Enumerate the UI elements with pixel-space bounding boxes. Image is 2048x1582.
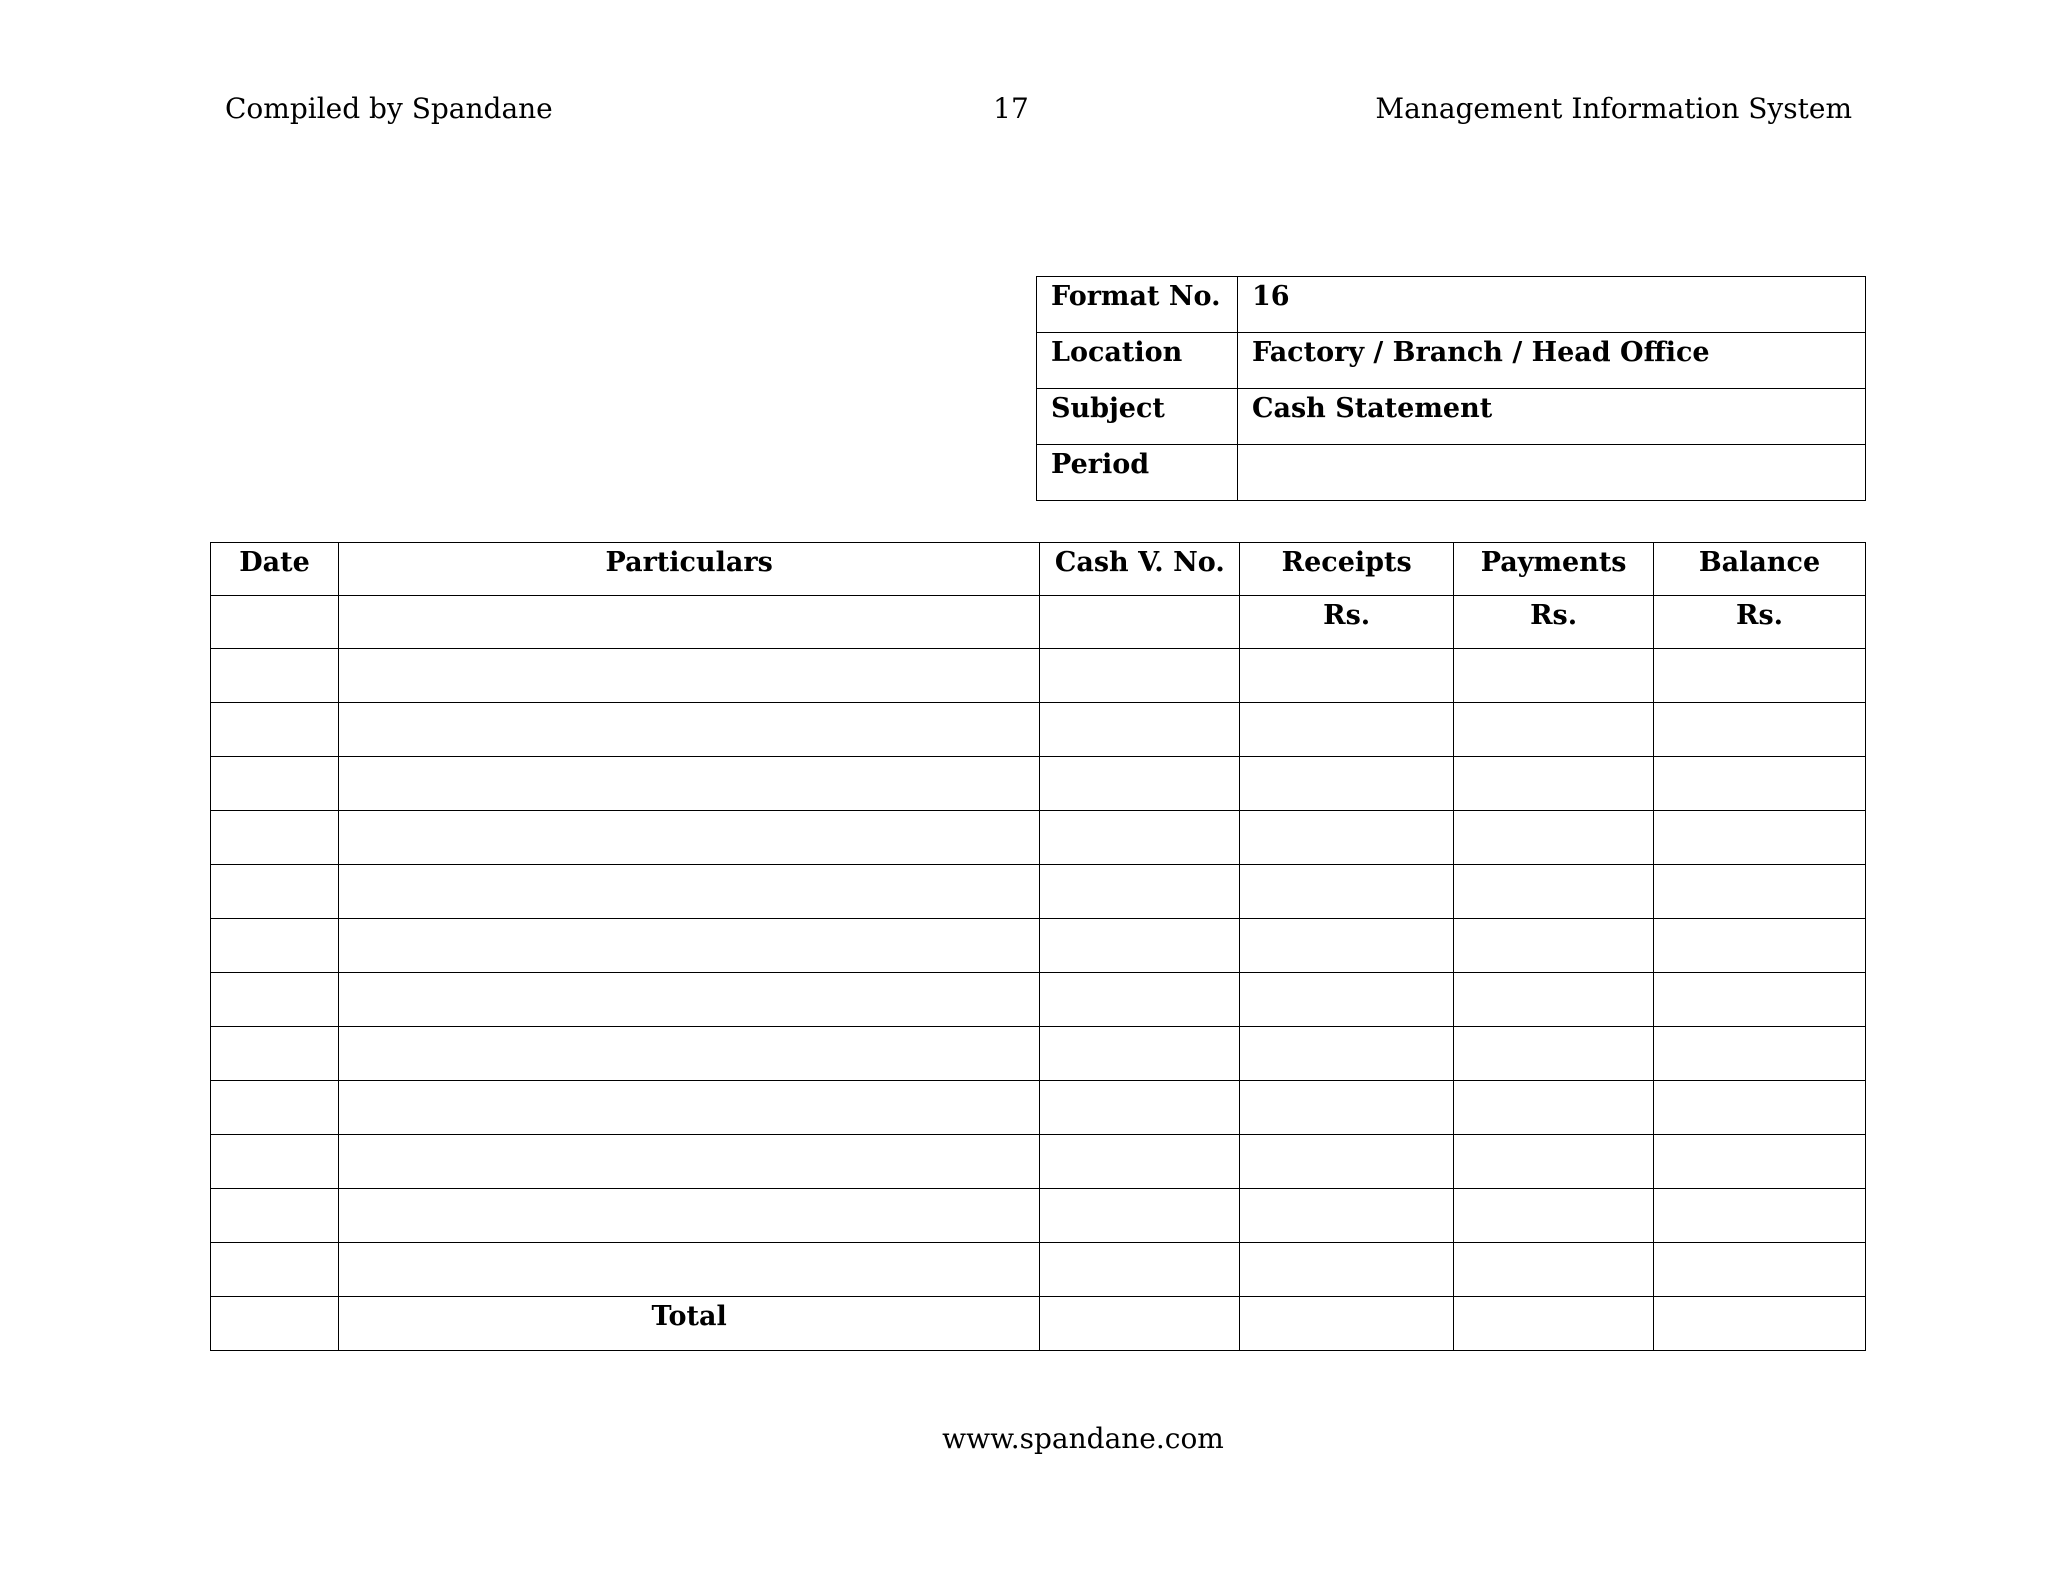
- cash-voucher-cell: [1040, 1027, 1240, 1081]
- particulars-cell: [338, 973, 1039, 1027]
- units-cell-payments: Rs.: [1454, 596, 1654, 649]
- particulars-cell: [338, 1081, 1039, 1135]
- total-label: Total: [338, 1297, 1039, 1351]
- format-info-table: [1036, 276, 1866, 501]
- column-header-particulars: Particulars: [338, 543, 1039, 596]
- particulars-cell: [338, 649, 1039, 703]
- particulars-cell: [338, 1135, 1039, 1189]
- payments-cell: [1454, 1135, 1654, 1189]
- table-row: [211, 865, 1866, 919]
- column-header-balance: Balance: [1654, 543, 1866, 596]
- period-row: [1037, 445, 1866, 501]
- receipts-cell: [1240, 973, 1454, 1027]
- column-header-cash-voucher-no: Cash V. No.: [1040, 543, 1240, 596]
- cash-statement-table: [210, 542, 1866, 1351]
- table-row: [211, 757, 1866, 811]
- receipts-cell: [1240, 757, 1454, 811]
- table-row: [211, 1189, 1866, 1243]
- date-cell: [211, 865, 339, 919]
- date-cell: [211, 1189, 339, 1243]
- particulars-cell: [338, 703, 1039, 757]
- table-row: [211, 1135, 1866, 1189]
- total-cell: [211, 1297, 339, 1351]
- table-header-row: [211, 543, 1866, 596]
- date-cell: [211, 703, 339, 757]
- column-header-receipts: Receipts: [1240, 543, 1454, 596]
- receipts-cell: [1240, 865, 1454, 919]
- balance-cell: [1654, 1189, 1866, 1243]
- total-payments-cell: [1454, 1297, 1654, 1351]
- balance-cell: [1654, 757, 1866, 811]
- payments-cell: [1454, 811, 1654, 865]
- date-cell: [211, 811, 339, 865]
- column-header-payments: Payments: [1454, 543, 1654, 596]
- units-cell-balance: Rs.: [1654, 596, 1866, 649]
- balance-cell: [1654, 649, 1866, 703]
- receipts-cell: [1240, 1189, 1454, 1243]
- payments-cell: [1454, 973, 1654, 1027]
- receipts-cell: [1240, 919, 1454, 973]
- units-row: [211, 596, 1866, 649]
- date-cell: [211, 757, 339, 811]
- location-label: Location: [1037, 333, 1238, 389]
- table-row: [211, 1027, 1866, 1081]
- balance-cell: [1654, 973, 1866, 1027]
- header-left-text: Compiled by Spandane: [225, 92, 553, 125]
- payments-cell: [1454, 865, 1654, 919]
- cash-voucher-cell: [1040, 1189, 1240, 1243]
- date-cell: [211, 1027, 339, 1081]
- subject-row: [1037, 389, 1866, 445]
- cash-voucher-cell: [1040, 703, 1240, 757]
- balance-cell: [1654, 1135, 1866, 1189]
- table-row: [211, 919, 1866, 973]
- cash-voucher-cell: [1040, 1081, 1240, 1135]
- cash-voucher-cell: [1040, 811, 1240, 865]
- total-receipts-cell: [1240, 1297, 1454, 1351]
- date-cell: [211, 919, 339, 973]
- payments-cell: [1454, 757, 1654, 811]
- balance-cell: [1654, 1243, 1866, 1297]
- cash-voucher-cell: [1040, 919, 1240, 973]
- cash-voucher-cell: [1040, 973, 1240, 1027]
- table-row: [211, 1243, 1866, 1297]
- particulars-cell: [338, 1189, 1039, 1243]
- receipts-cell: [1240, 1081, 1454, 1135]
- period-label: Period: [1037, 445, 1238, 501]
- header-right-text: Management Information System: [1375, 92, 1852, 125]
- date-cell: [211, 1081, 339, 1135]
- table-row: [211, 811, 1866, 865]
- payments-cell: [1454, 703, 1654, 757]
- payments-cell: [1454, 1243, 1654, 1297]
- period-value: [1238, 445, 1866, 501]
- particulars-cell: [338, 1027, 1039, 1081]
- receipts-cell: [1240, 703, 1454, 757]
- date-cell: [211, 1135, 339, 1189]
- column-header-date: Date: [211, 543, 339, 596]
- payments-cell: [1454, 919, 1654, 973]
- balance-cell: [1654, 811, 1866, 865]
- page-number-text: 17: [993, 92, 1029, 125]
- format-label: Format No.: [1037, 277, 1238, 333]
- table-row: [211, 703, 1866, 757]
- balance-cell: [1654, 865, 1866, 919]
- units-cell: [338, 596, 1039, 649]
- table-row: [211, 973, 1866, 1027]
- cash-voucher-cell: [1040, 1243, 1240, 1297]
- subject-value: Cash Statement: [1238, 389, 1866, 445]
- balance-cell: [1654, 1027, 1866, 1081]
- balance-cell: [1654, 1081, 1866, 1135]
- balance-cell: [1654, 919, 1866, 973]
- table-row: [211, 1081, 1866, 1135]
- receipts-cell: [1240, 1135, 1454, 1189]
- table-row: [211, 649, 1866, 703]
- receipts-cell: [1240, 649, 1454, 703]
- cash-voucher-cell: [1040, 649, 1240, 703]
- date-cell: [211, 1243, 339, 1297]
- receipts-cell: [1240, 1243, 1454, 1297]
- receipts-cell: [1240, 811, 1454, 865]
- receipts-cell: [1240, 1027, 1454, 1081]
- subject-label: Subject: [1037, 389, 1238, 445]
- date-cell: [211, 973, 339, 1027]
- cash-voucher-cell: [1040, 757, 1240, 811]
- cash-voucher-cell: [1040, 865, 1240, 919]
- format-row: [1037, 277, 1866, 333]
- format-value: 16: [1238, 277, 1866, 333]
- units-cell-receipts: Rs.: [1240, 596, 1454, 649]
- particulars-cell: [338, 865, 1039, 919]
- cash-voucher-cell: [1040, 1135, 1240, 1189]
- payments-cell: [1454, 649, 1654, 703]
- footer-url: www.spandane.com: [942, 1422, 1224, 1455]
- payments-cell: [1454, 1081, 1654, 1135]
- date-cell: [211, 649, 339, 703]
- total-cell: [1040, 1297, 1240, 1351]
- payments-cell: [1454, 1027, 1654, 1081]
- balance-cell: [1654, 703, 1866, 757]
- particulars-cell: [338, 919, 1039, 973]
- location-row: [1037, 333, 1866, 389]
- particulars-cell: [338, 757, 1039, 811]
- particulars-cell: [338, 1243, 1039, 1297]
- units-cell: [211, 596, 339, 649]
- particulars-cell: [338, 811, 1039, 865]
- location-value: Factory / Branch / Head Office: [1238, 333, 1866, 389]
- total-row: [211, 1297, 1866, 1351]
- payments-cell: [1454, 1189, 1654, 1243]
- units-cell: [1040, 596, 1240, 649]
- total-balance-cell: [1654, 1297, 1866, 1351]
